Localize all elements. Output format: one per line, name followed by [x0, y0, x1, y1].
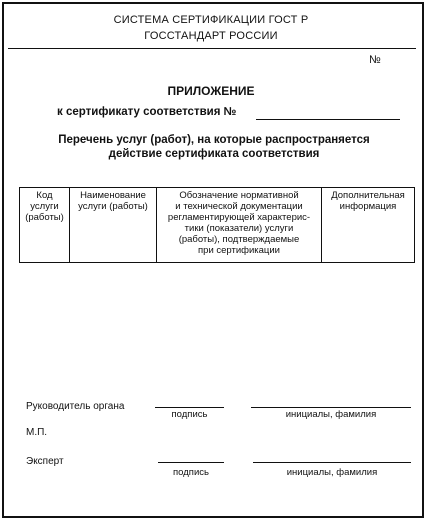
agency-title: ГОССТАНДАРТ РОССИИ [144, 30, 278, 42]
stamp-label: М.П. [26, 427, 48, 438]
column-header-documentation: Обозначение нормативной и технической документации регламентирующей характерис- тики (показатели) услуги (работы), подтверждаемые при сертификации [157, 188, 322, 263]
system-title: СИСТЕМА СЕРТИФИКАЦИИ ГОСТ Р [113, 14, 309, 26]
head-signature-caption: подпись [171, 409, 208, 420]
expert-initials-caption: инициалы, фамилия [286, 467, 378, 478]
certificate-number-line [256, 119, 400, 120]
expert-signature-caption: подпись [173, 467, 209, 478]
description-line-1: Перечень услуг (работ), на которые распространяется [58, 134, 370, 146]
head-initials-line [251, 407, 411, 408]
expert-label: Эксперт [26, 456, 64, 467]
certificate-subtitle: к сертификату соответствия № [57, 106, 237, 118]
expert-initials-line [253, 462, 411, 463]
column-header-additional-info: Дополнительная информация [322, 188, 415, 263]
header-divider [8, 48, 416, 49]
annex-title: ПРИЛОЖЕНИЕ [167, 84, 255, 98]
number-label: № [369, 54, 381, 66]
services-table [19, 187, 415, 263]
column-header-name: Наименование услуги (работы) [70, 188, 157, 263]
column-header-code: Код услуги (работы) [20, 188, 70, 263]
description-line-2: действие сертификата соответствия [108, 148, 320, 160]
expert-signature-line [158, 462, 224, 463]
head-signature-line [155, 407, 224, 408]
head-of-body-label: Руководитель органа [26, 401, 125, 412]
head-initials-caption: инициалы, фамилия [285, 409, 377, 420]
table-header-row [20, 188, 415, 263]
